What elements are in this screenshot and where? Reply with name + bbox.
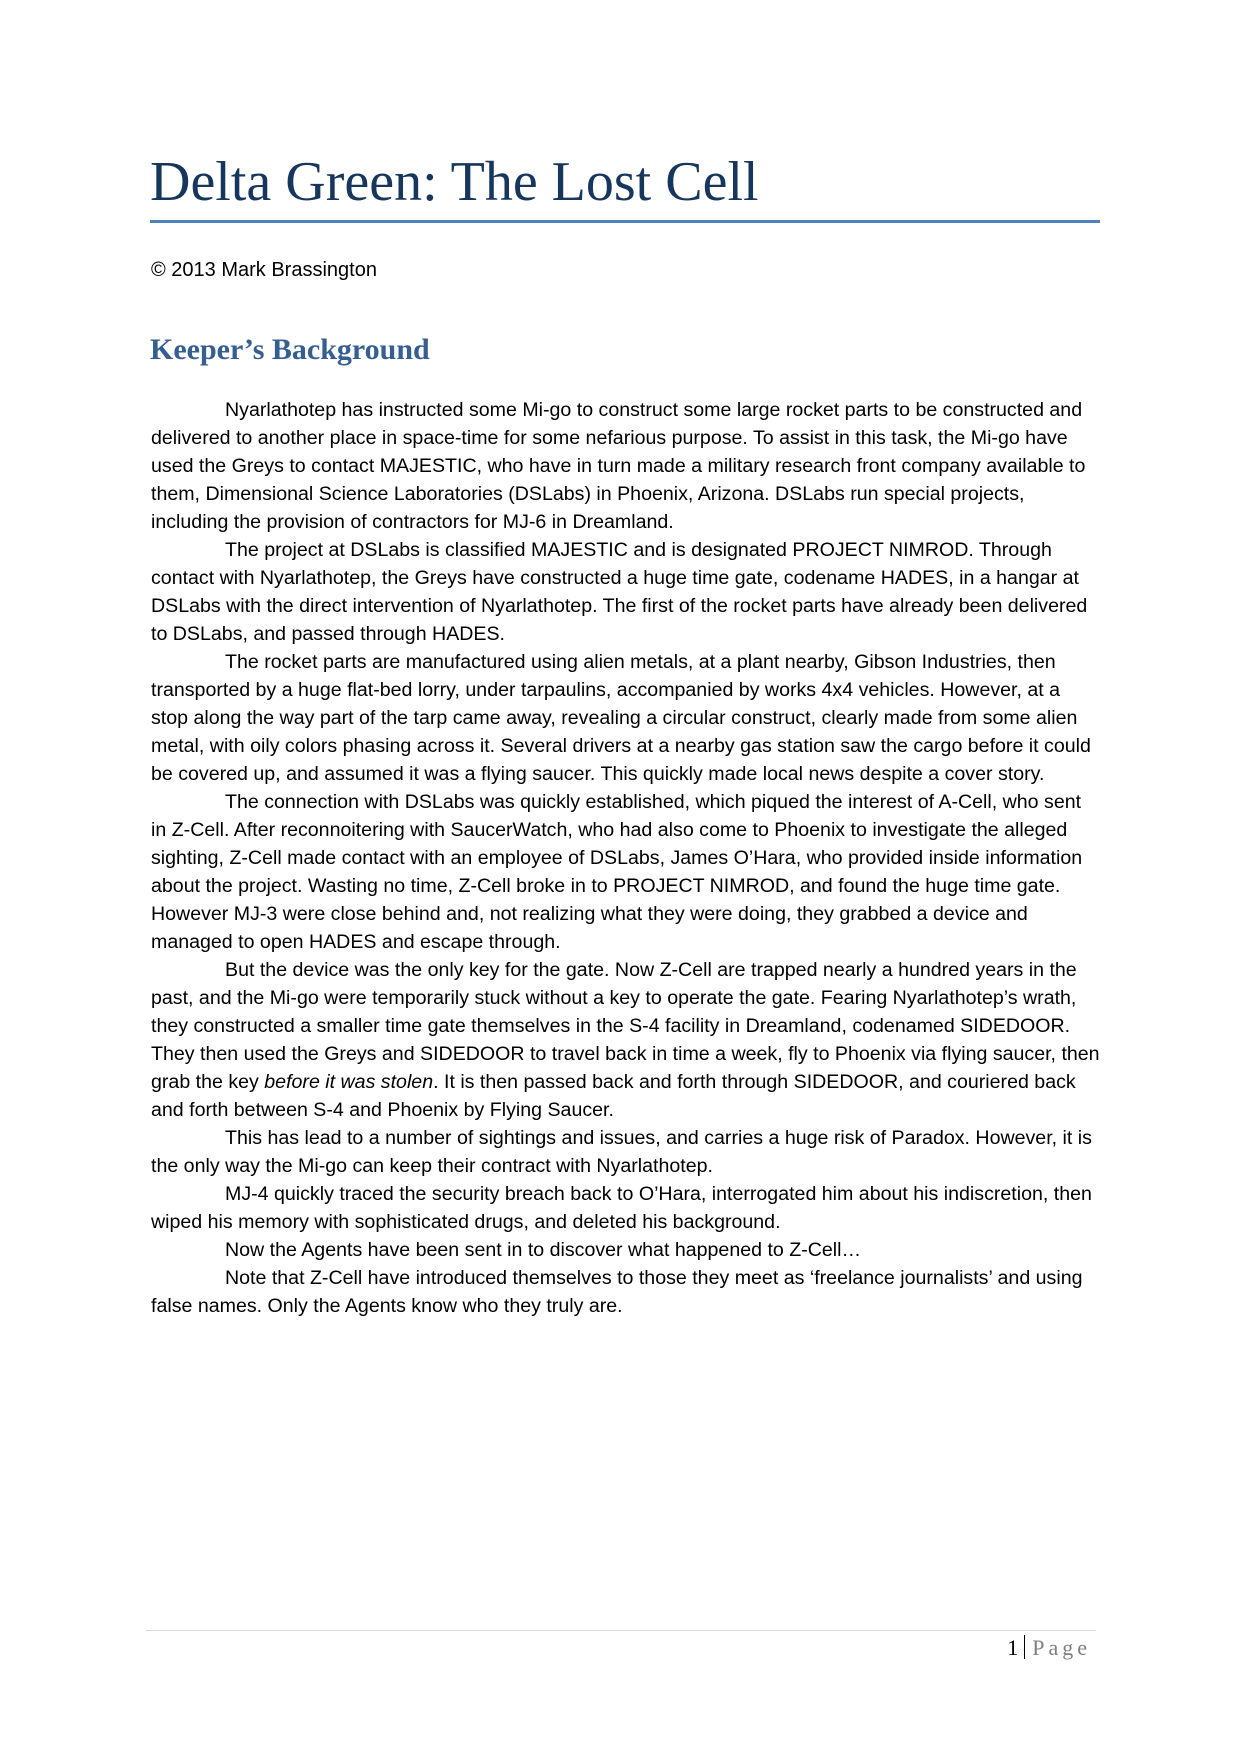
document-title: Delta Green: The Lost Cell (150, 151, 759, 213)
title-underline (150, 220, 1100, 223)
paragraph: Now the Agents have been sent in to discover what happened to Z-Cell… (225, 1239, 862, 1261)
paragraph: MJ-4 quickly traced the security breach back to O’Hara, interrogated him about his indiscretion, then wiped his memory with sophisticated drugs, and deleted his background. (151, 1183, 1092, 1233)
paragraph: The project at DSLabs is classified MAJESTIC and is designated PROJECT NIMROD. Through contact with Nyarlathotep, the Greys have constructed a huge time gate, codename HADES, in a hangar at DSLabs with the direct intervention of Nyarlathotep. The first of the rocket parts have already been delivered to DSLabs, and passed through HADES. (151, 539, 1088, 645)
footer-separator (1024, 1635, 1025, 1659)
paragraph: The connection with DSLabs was quickly established, which piqued the interest of A-Cell, who sent in Z-Cell. After reconnoitering with SaucerWatch, who had also come to Phoenix to investigate the alleged sighting, Z-Cell made contact with an employee of DSLabs, James O’Hara, who provided inside information about the project. Wasting no time, Z-Cell broke in to PROJECT NIMROD, and found the huge time gate. However MJ-3 were close behind and, not realizing what they were doing, they grabbed a device and managed to open HADES and escape through. (151, 791, 1083, 953)
paragraph: Nyarlathotep has instructed some Mi-go to construct some large rocket parts to be constructed and delivered to another place in space-time for some nefarious purpose. To assist in this task, the Mi-go have used the Greys to contact MAJESTIC, who have in turn made a military research front company available to them, Dimensional Science Laboratories (DSLabs) in Phoenix, Arizona. DSLabs run special projects, including the provision of contractors for MJ-6 in Dreamland. (151, 399, 1086, 533)
section-heading: Keeper’s Background (150, 333, 430, 366)
footer-divider (146, 1630, 1096, 1631)
page-label: Page (1032, 1635, 1091, 1660)
paragraph: The rocket parts are manufactured using alien metals, at a plant nearby, Gibson Industries, then transported by a huge flat-bed lorry, under tarpaulins, accompanied by works 4x4 vehicles. However, at a stop along the way part of the tarp came away, revealing a circular construct, clearly made from some alien metal, with oily colors phasing across it. Several drivers at a nearby gas station saw the cargo before it could be covered up, and assumed it was a flying saucer. This quickly made local news despite a cover story. (151, 651, 1091, 785)
emphasized-text: before it was stolen (264, 1071, 434, 1093)
body-text (151, 396, 1101, 1320)
paragraph (151, 956, 1101, 1124)
paragraph: This has lead to a number of sightings and issues, and carries a huge risk of Paradox. However, it is the only way the Mi-go can keep their contract with Nyarlathotep. (151, 1127, 1092, 1177)
paragraph-text: . It is then passed back and forth through SIDEDOOR, and couriered back and forth between S-4 and Phoenix by Flying Saucer. (151, 1071, 1076, 1121)
page-number: 1 (1007, 1635, 1019, 1660)
copyright-notice: © 2013 Mark Brassington (151, 259, 377, 281)
page-footer (1007, 1633, 1091, 1663)
paragraph-text: But the device was the only key for the gate. Now Z-Cell are trapped nearly a hundred years in the past, and the Mi-go were temporarily stuck without a key to operate the gate. Fearing Nyarlathotep’s wrath, they constructed a smaller time gate themselves in the S-4 facility in Dreamland, codenamed SIDEDOOR. They then used the Greys and SIDEDOOR to travel back in time a week, fly to Phoenix via flying saucer, then grab the key (151, 959, 1100, 1093)
paragraph: Note that Z-Cell have introduced themselves to those they meet as ‘freelance journalists’ and using false names. Only the Agents know who they truly are. (151, 1267, 1083, 1317)
